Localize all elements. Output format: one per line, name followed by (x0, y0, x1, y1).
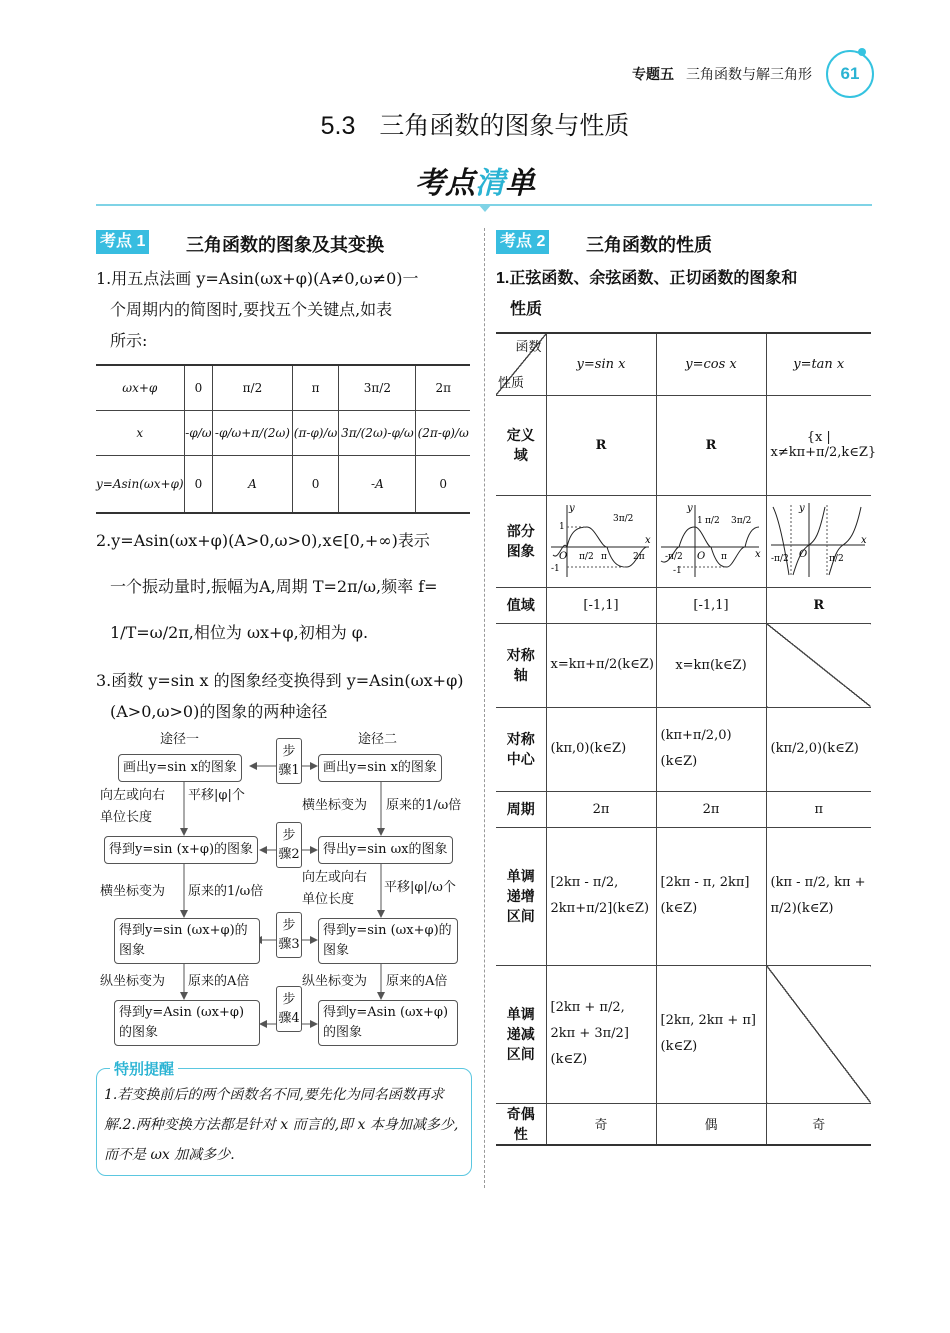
table-row (496, 495, 871, 587)
step2-box: 步骤2 (276, 822, 302, 868)
neg-one-label: -1 (673, 566, 682, 576)
p1-line3: 所示: (110, 331, 148, 350)
three-half-pi-label: 3π/2 (613, 514, 634, 524)
p1-edge2a: 横坐标变为 (100, 884, 166, 899)
sin-graph (549, 499, 653, 579)
banner-pointer-icon (478, 204, 492, 212)
topic2-title: 三角函数的性质 (586, 235, 712, 255)
p1-box4: 得到y=Asin (ωx+φ)的图象 (114, 1000, 260, 1046)
table-cell: 0 (416, 456, 470, 514)
banner-part2: 清 (475, 167, 505, 200)
reminder-title: 特别提醒 (110, 1058, 178, 1079)
row-label: 周期 (496, 791, 546, 827)
origin-label: O (798, 549, 807, 560)
chapter-title: 三角函数与解三角形 (686, 66, 812, 82)
table-cell: 0 (292, 456, 339, 514)
x-label: x (860, 535, 867, 546)
row-label: 奇偶性 (496, 1103, 546, 1145)
empty-diagonal-cell (766, 623, 871, 707)
pi-label: π (601, 552, 607, 562)
table-cell: x=kπ+π/2(k∈Z) (546, 623, 656, 707)
three-half-pi-label: 3π/2 (731, 516, 752, 526)
table-cell: y=Asin(ωx+φ) (96, 456, 184, 514)
p2-box2: 得出y=sin ωx的图象 (318, 836, 453, 864)
table-cell: π (292, 365, 339, 411)
neg-one-label: -1 (551, 564, 560, 574)
table-cell: 奇 (766, 1103, 871, 1145)
table-row (496, 791, 871, 827)
one-label: 1 (559, 522, 565, 532)
p1-edge3a: 纵坐标变为 (100, 974, 166, 989)
reminder-text: 1.若变换前后的两个函数名不同,要先化为同名函数再求解.2.两种变换方法都是针对 x 而言的,即 x 本身加减多少,而不是 ωx 加减多少. (104, 1087, 459, 1163)
table-cell: -φ/ω (184, 411, 213, 456)
table-row (496, 1103, 871, 1145)
p2-box3: 得到y=sin (ωx+φ)的图象 (318, 918, 458, 964)
column-divider (484, 228, 485, 1188)
table-cell: [-1,1] (546, 587, 656, 623)
table-cell: 3π/(2ω)-φ/ω (339, 411, 416, 456)
topic1-paragraph1 (96, 263, 476, 356)
table-cell: [-1,1] (656, 587, 766, 623)
row-label: 单调递增区间 (496, 827, 546, 965)
table-cell: π/2 (213, 365, 293, 411)
topic1-title: 三角函数的图象及其变换 (186, 235, 384, 255)
col-cos-header: y=cos x (656, 333, 766, 395)
topic2-badge: 考点 2 (496, 230, 549, 254)
table-cell: [2kπ + π/2, 2kπ + 3π/2](k∈Z) (546, 965, 656, 1103)
table-row (496, 827, 871, 965)
table-row (496, 623, 871, 707)
p2-edge1a: 横坐标变为 (302, 798, 368, 813)
col-sin-header: y=sin x (546, 333, 656, 395)
p1-box2: 得到y=sin (x+φ)的图象 (104, 836, 258, 864)
row-label: 值域 (496, 587, 546, 623)
table-cell: (kπ+π/2,0)(k∈Z) (656, 707, 766, 791)
banner-part3: 单 (505, 167, 535, 200)
table-cell: 0 (184, 456, 213, 514)
p1-line1: 1.用五点法画 y=Asin(ωx+φ)(A≠0,ω≠0)一 (96, 269, 419, 288)
two-pi-label: 2π (633, 552, 645, 562)
transformation-flowchart (96, 728, 470, 1058)
topic1-paragraph3 (96, 665, 476, 727)
neg-half-pi-label: -π/2 (770, 554, 789, 564)
topic1-badge: 考点 1 (96, 230, 149, 254)
table-cell: 偶 (656, 1103, 766, 1145)
tan-branch-right (829, 507, 861, 575)
y-label: y (687, 503, 693, 514)
table-cell: 奇 (546, 1103, 656, 1145)
tan-branch-left (770, 507, 789, 575)
table-cell: 0 (184, 365, 213, 411)
table-cell: -A (339, 456, 416, 514)
trig-properties-table (496, 332, 877, 1146)
x-label: x (755, 549, 761, 560)
table-row (496, 707, 871, 791)
p2-line1: 2.y=Asin(ωx+φ)(A>0,ω>0),x∈[0,+∞)表示 (96, 531, 430, 550)
table-cell: (π-φ)/ω (292, 411, 339, 456)
banner-part1: 考点 (415, 167, 475, 200)
table-cell: (2π-φ)/ω (416, 411, 470, 456)
chapter-label: 专题五 (632, 66, 674, 82)
p1-edge1c: 平移|φ|个 (188, 788, 245, 803)
table-cell: 3π/2 (339, 365, 416, 411)
p1-line2: 个周期内的简图时,要找五个关键点,如表 (110, 300, 393, 319)
section-name: 三角函数的图象与性质 (379, 112, 630, 140)
table-cell: R (656, 395, 766, 495)
table-row (496, 587, 871, 623)
table-row (496, 333, 871, 395)
step4-box: 步骤4 (276, 986, 302, 1032)
p1-edge2b: 原来的1/ω倍 (188, 884, 264, 899)
table-cell: A (213, 456, 293, 514)
x-label: x (645, 535, 651, 546)
y-label: y (798, 503, 805, 514)
table-row (96, 365, 470, 411)
t2-p1-line1: 1.正弦函数、余弦函数、正切函数的图象和 (496, 270, 798, 287)
page-number: 61 (826, 50, 874, 98)
sin-graph-cell (546, 495, 656, 587)
table-cell: [2kπ - π/2, 2kπ+π/2](k∈Z) (546, 827, 656, 965)
table-cell: π (766, 791, 871, 827)
pi-label: π (721, 552, 727, 562)
table-cell: {x | x≠kπ+π/2,k∈Z} (766, 395, 871, 495)
row-label: 单调递减区间 (496, 965, 546, 1103)
one-label: 1 (697, 516, 703, 526)
table-cell: 2π (416, 365, 470, 411)
section-title (0, 106, 950, 142)
row-label: 部分图象 (496, 495, 546, 587)
row-label: 对称中心 (496, 707, 546, 791)
t2-p1-line2: 性质 (510, 301, 543, 318)
p1-box3: 得到y=sin (ωx+φ)的图象 (114, 918, 260, 964)
p2-line2: 一个振动量时,振幅为A,周期 T=2π/ω,频率 f= (110, 577, 438, 596)
tan-graph (769, 499, 869, 579)
p1-box1: 画出y=sin x的图象 (118, 754, 242, 782)
p1-edge3b: 原来的A倍 (188, 974, 250, 989)
p1-edge1b: 单位长度 (100, 810, 153, 825)
cos-graph (659, 499, 763, 579)
table-row (496, 965, 871, 1103)
table-cell: R (546, 395, 656, 495)
step3-box: 步骤3 (276, 912, 302, 958)
p1-edge1a: 向左或向右 (100, 788, 166, 803)
empty-diagonal-cell (766, 965, 871, 1103)
p2-box1: 画出y=sin x的图象 (318, 754, 442, 782)
col-tan-header: y=tan x (766, 333, 871, 395)
table-cell: (kπ,0)(k∈Z) (546, 707, 656, 791)
topic1-paragraph2 (96, 518, 476, 656)
p2-edge3a: 纵坐标变为 (302, 974, 368, 989)
p2-edge3b: 原来的A倍 (386, 974, 448, 989)
page-number-dot-icon (858, 48, 866, 56)
table-cell: -φ/ω+π/(2ω) (213, 411, 293, 456)
header-bottom-label: 性质 (498, 374, 525, 390)
neg-half-pi-label: -π/2 (665, 552, 683, 562)
table-row (96, 411, 470, 456)
half-pi-label: π/2 (828, 554, 844, 564)
table-row (96, 456, 470, 514)
step1-box: 步骤1 (276, 738, 302, 784)
running-header (632, 64, 812, 84)
p3-line1: 3.函数 y=sin x 的图象经变换得到 y=Asin(ωx+φ) (96, 671, 464, 690)
section-number: 5.3 (320, 112, 356, 140)
table-cell: ωx+φ (96, 365, 184, 411)
header-diagonal-cell (496, 333, 546, 395)
cos-graph-cell (656, 495, 766, 587)
five-point-table (96, 364, 470, 514)
table-cell: [2kπ, 2kπ + π](k∈Z) (656, 965, 766, 1103)
tan-graph-cell (766, 495, 871, 587)
p3-line2: (A>0,ω>0)的图象的两种途径 (110, 702, 328, 721)
p2-edge2c: 平移|φ|/ω个 (384, 880, 456, 895)
row-label: 对称轴 (496, 623, 546, 707)
topic2-paragraph1 (496, 263, 876, 325)
p2-edge1b: 原来的1/ω倍 (386, 798, 462, 813)
half-pi-label: π/2 (579, 552, 594, 562)
path2-label: 途径二 (358, 732, 398, 747)
table-cell: (kπ/2,0)(k∈Z) (766, 707, 871, 791)
table-cell: x=kπ(k∈Z) (656, 623, 766, 707)
table-cell: (kπ - π/2, kπ + π/2)(k∈Z) (766, 827, 871, 965)
path1-label: 途径一 (160, 732, 200, 747)
origin-label: O (559, 551, 568, 562)
origin-label: O (697, 551, 706, 562)
header-top-label: 函数 (515, 339, 542, 354)
p2-box4: 得到y=Asin (ωx+φ)的图象 (318, 1000, 458, 1046)
table-cell: R (766, 587, 871, 623)
p2-edge2b: 单位长度 (302, 892, 355, 907)
table-cell: 2π (546, 791, 656, 827)
p2-line3: 1/T=ω/2π,相位为 ωx+φ,初相为 φ. (110, 623, 369, 642)
banner-title (0, 158, 950, 202)
y-label: y (569, 503, 575, 514)
table-cell: 2π (656, 791, 766, 827)
row-label: 定义域 (496, 395, 546, 495)
half-pi-label: π/2 (705, 516, 720, 526)
table-cell: x (96, 411, 184, 456)
p2-edge2a: 向左或向右 (302, 870, 368, 885)
table-row (496, 395, 871, 495)
table-cell: [2kπ - π, 2kπ](k∈Z) (656, 827, 766, 965)
